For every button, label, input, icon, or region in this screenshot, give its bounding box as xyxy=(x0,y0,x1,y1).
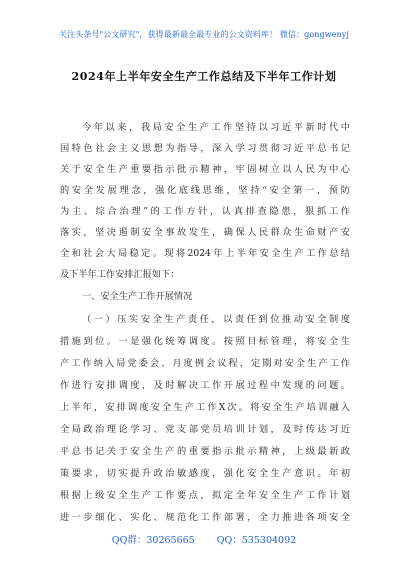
body-line: 关于安全生产重要指示批示精神，牢固树立以人民为中心 xyxy=(60,164,350,175)
body-line: 的安全发展理念，强化底线思维，坚持“安全第一，预防 xyxy=(60,185,350,196)
body-line: 全和社会大局稳定。现将2024年上半年安全生产工作总结 xyxy=(60,248,350,259)
body-line: 及下半年工作安排汇报如下： xyxy=(60,269,180,280)
body-line: 上半年，安排调度安全生产工作X次。将安全生产培训融入 xyxy=(60,402,350,413)
body-line: 落实，坚决遏制安全事故发生，确保人民群众生命财产安 xyxy=(60,227,350,238)
body-line: （一）压实安全生产责任，以责任到位推动安全制度 xyxy=(82,314,350,325)
body-line: 全局政治理论学习、党支部党员培训计划，及时传达习近 xyxy=(60,424,350,435)
body-line: 国特色社会主义思想为指导，深入学习贯彻习近平总书记 xyxy=(60,143,350,154)
body-line: 进一步细化、实化、规范化工作部署，全力推进各项安全 xyxy=(60,512,350,523)
section-heading: 一、安全生产工作开展情况 xyxy=(82,291,193,302)
body-line: 根据上级安全生产工作要点，拟定全年安全生产工作计划 xyxy=(60,490,350,501)
qq-group-number: QQ群：30265665 xyxy=(111,535,195,546)
body-line: 今年以来，我局安全生产工作坚持以习近平新时代中 xyxy=(82,122,350,133)
body-line: 为主、综合治理”的工作方针，认真排查隐患，狠抓工作 xyxy=(60,206,350,217)
body-line: 策要求，切实提升政治敏感度，强化安全生产意识。年初 xyxy=(60,468,350,479)
body-line: 作进行安排调度，及时解决工作开展过程中发现的问题。 xyxy=(60,380,350,391)
document-title: 2024年上半年安全生产工作总结及下半年工作计划 xyxy=(71,70,337,83)
body-line: 平总书记关于安全生产的重要指示批示精神，上级最新政 xyxy=(60,446,350,457)
body-line: 产工作纳入局党委会、月度例会议程，定期对安全生产工作 xyxy=(60,358,350,369)
contact-footer xyxy=(0,535,408,547)
body-line: 措施到位。一是强化统筹调度。按照目标管理，将安全生 xyxy=(60,336,350,347)
promo-banner: 关注头条号"公文研究"，获得最新最全最专业的公文资料库！ 微信：gongwenyj xyxy=(59,30,349,39)
qq-contact-number: QQ：535304092 xyxy=(216,535,297,546)
